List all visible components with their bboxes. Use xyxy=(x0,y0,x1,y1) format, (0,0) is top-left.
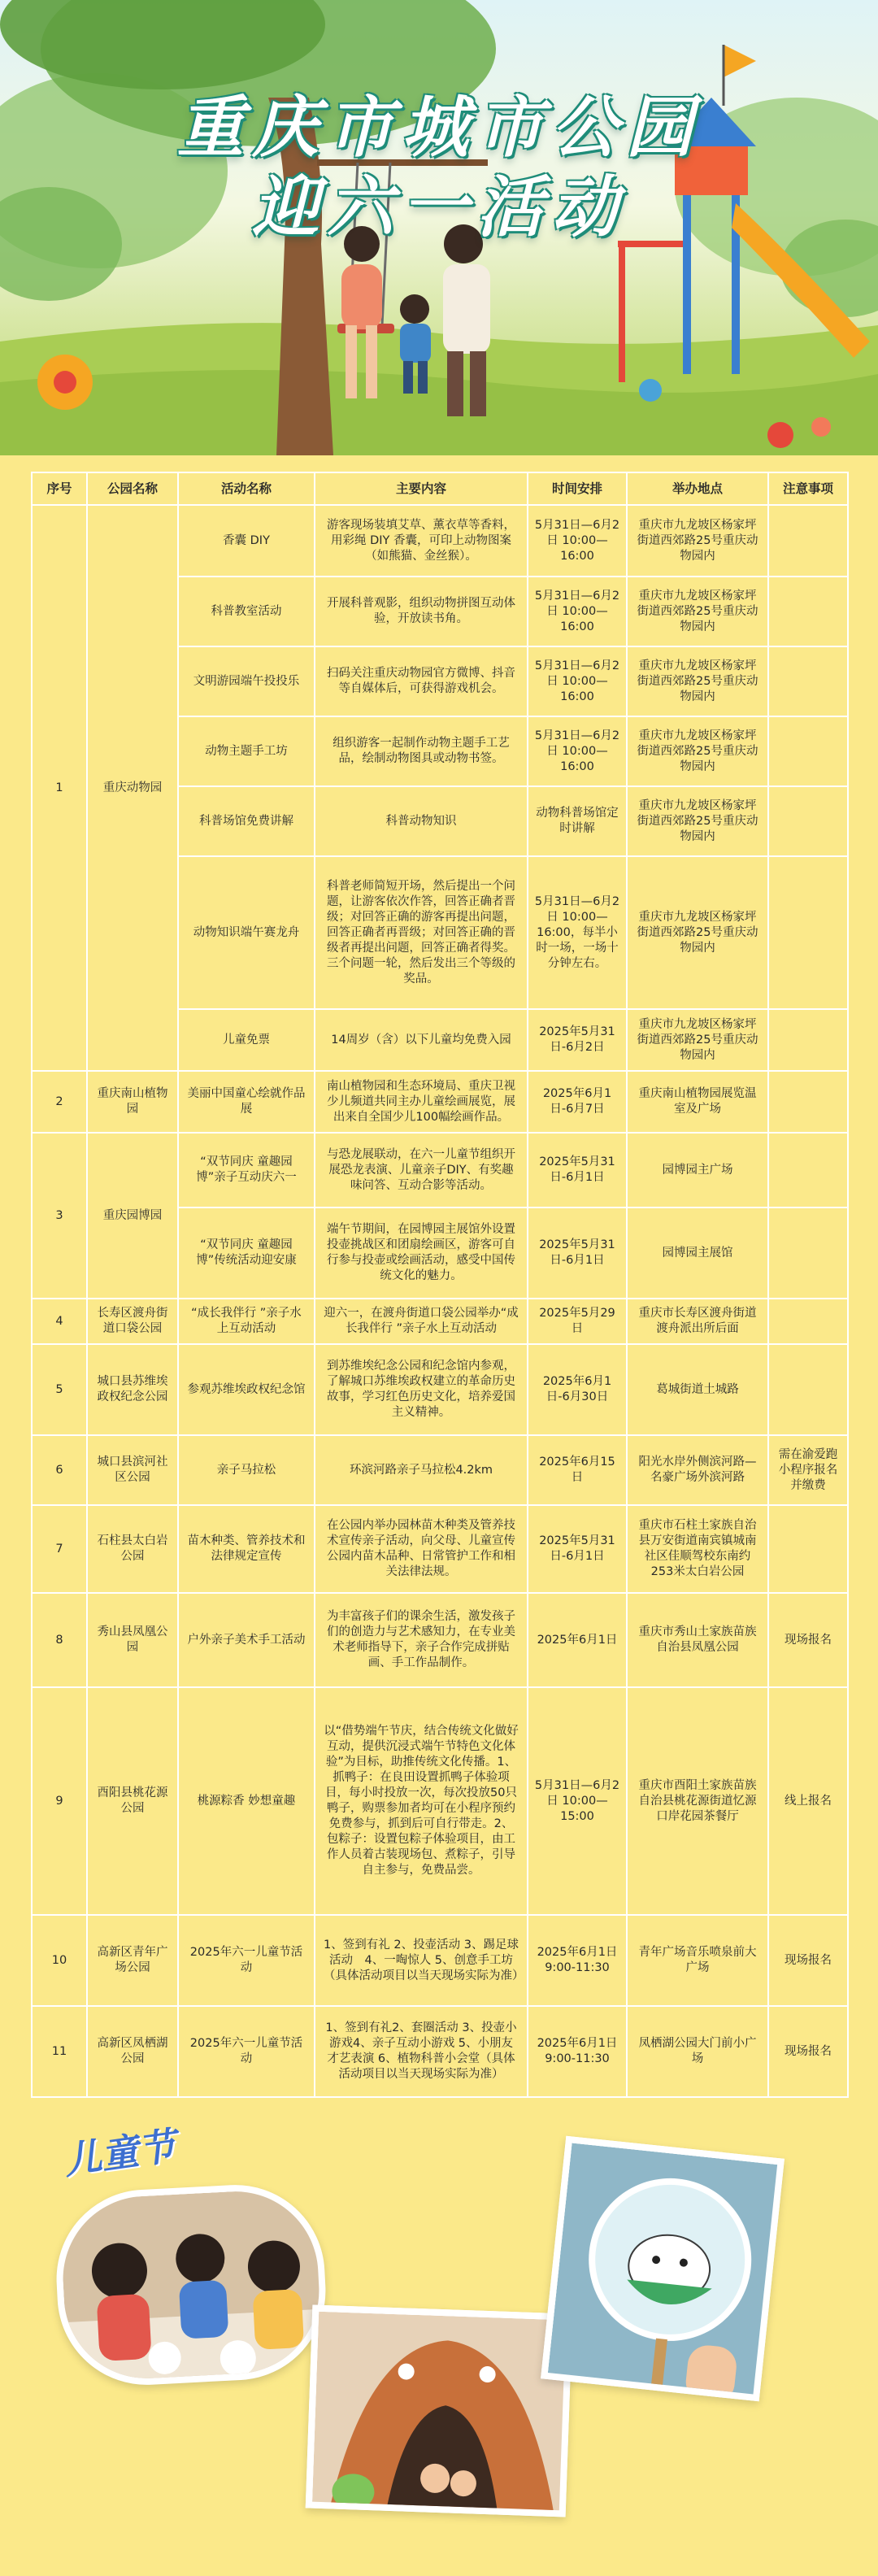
cell-time: 2025年6月15日 xyxy=(528,1435,627,1505)
hero-title-line2: 迎六一活动 xyxy=(252,169,626,246)
cell-activity: 亲子马拉松 xyxy=(178,1435,315,1505)
cell-place: 重庆市九龙坡区杨家坪街道西郊路25号重庆动物园内 xyxy=(627,786,768,856)
table-row xyxy=(32,1344,848,1435)
cell-time: 5月31日—6月2日 10:00—16:00 xyxy=(528,716,627,786)
cell-no: 10 xyxy=(32,1915,87,2006)
cell-place: 重庆市九龙坡区杨家坪街道西郊路25号重庆动物园内 xyxy=(627,505,768,577)
cell-park: 重庆南山植物园 xyxy=(87,1071,178,1133)
cell-activity: 苗木种类、管养技术和法律规定宣传 xyxy=(178,1505,315,1593)
cell-place: 葛城街道土城路 xyxy=(627,1344,768,1435)
table-row xyxy=(32,1915,848,2006)
cell-park: 秀山县凤凰公园 xyxy=(87,1593,178,1687)
kids-painting-image xyxy=(59,2187,330,2389)
cell-activity: 桃源粽香 妙想童趣 xyxy=(178,1687,315,1915)
cell-time: 2025年5月29日 xyxy=(528,1299,627,1344)
table-row xyxy=(32,2006,848,2097)
cell-activity: 2025年六一儿童节活动 xyxy=(178,2006,315,2097)
fan-painting-image xyxy=(546,2143,785,2402)
cell-content: 为丰富孩子们的课余生活，激发孩子们的创造力与艺术感知力，在专业美术老师指导下，亲子合作完成拼贴画、手工作品制作。 xyxy=(315,1593,528,1687)
cell-activity: 动物知识端午赛龙舟 xyxy=(178,856,315,1009)
cell-place: 重庆市九龙坡区杨家坪街道西郊路25号重庆动物园内 xyxy=(627,716,768,786)
cell-place: 重庆市九龙坡区杨家坪街道西郊路25号重庆动物园内 xyxy=(627,856,768,1009)
cell-content: 环滨河路亲子马拉松4.2km xyxy=(315,1435,528,1505)
cell-activity: 香囊 DIY xyxy=(178,505,315,577)
kids-day-label: 儿童节 xyxy=(61,2123,179,2183)
cell-activity: “成长我伴行 ”亲子水上互动活动 xyxy=(178,1299,315,1344)
cell-activity: 儿童免票 xyxy=(178,1009,315,1071)
cell-time: 5月31日—6月2日 10:00—16:00 xyxy=(528,505,627,577)
activity-table xyxy=(31,472,849,2098)
cell-place: 重庆市酉阳土家族苗族自治县桃花源街道忆源口岸花园茶餐厅 xyxy=(627,1687,768,1915)
cell-park: 酉阳县桃花源公园 xyxy=(87,1687,178,1915)
cell-note: 现场报名 xyxy=(768,2006,848,2097)
cell-note xyxy=(768,1071,848,1133)
cell-place: 凤栖湖公园大门前小广场 xyxy=(627,2006,768,2097)
activity-table-container xyxy=(31,472,847,2098)
cell-no: 9 xyxy=(32,1687,87,1915)
table-row xyxy=(32,1071,848,1133)
cell-activity: 科普教室活动 xyxy=(178,577,315,646)
cell-content: 1、签到有礼 2、投壶活动 3、踢足球活动 4、一啕惊人 5、创意手工坊（具体活动项目以当天现场实际为准） xyxy=(315,1915,528,2006)
table-row xyxy=(32,1687,848,1915)
cell-time: 2025年5月31日-6月1日 xyxy=(528,1208,627,1299)
cell-no: 3 xyxy=(32,1133,87,1299)
cell-time: 动物科普场馆定时讲解 xyxy=(528,786,627,856)
table-row xyxy=(32,1133,848,1208)
cell-park: 石柱县太白岩公园 xyxy=(87,1505,178,1593)
header-park: 公园名称 xyxy=(87,472,178,505)
cell-note: 线上报名 xyxy=(768,1687,848,1915)
cell-note xyxy=(768,1505,848,1593)
cell-time: 2025年6月1日-6月7日 xyxy=(528,1071,627,1133)
cell-content: 以“借势端午节庆，结合传统文化做好互动，提供沉浸式端午节特色文化体验”为目标，助推传统文化传播。1、抓鸭子：在良田设置抓鸭子体验项目，每小时投放一次，每次投放50只鸭子，购票参加者均可在小程序预约免费参与，抓到后可自行带走。2、包粽子：设置包粽子体验项目，由工作人员着古装现场包、煮粽子，引导自主参与，免费品尝。 xyxy=(315,1687,528,1915)
cell-time: 2025年5月31日-6月1日 xyxy=(528,1505,627,1593)
cell-content: 14周岁（含）以下儿童均免费入园 xyxy=(315,1009,528,1071)
table-row xyxy=(32,1505,848,1593)
cell-note: 现场报名 xyxy=(768,1915,848,2006)
table-row xyxy=(32,1435,848,1505)
cell-park: 重庆园博园 xyxy=(87,1133,178,1299)
dragon-tent-image xyxy=(311,2312,572,2517)
cell-park: 高新区凤栖湖公园 xyxy=(87,2006,178,2097)
cell-note xyxy=(768,1208,848,1299)
cell-note xyxy=(768,716,848,786)
cell-time: 2025年5月31日-6月2日 xyxy=(528,1009,627,1071)
cell-content: 扫码关注重庆动物园官方微博、抖音等自媒体后，可获得游戏机会。 xyxy=(315,646,528,716)
cell-note xyxy=(768,1344,848,1435)
cell-note xyxy=(768,505,848,577)
photo-kids-painting xyxy=(52,2181,330,2390)
table-row xyxy=(32,505,848,577)
table-row xyxy=(32,1593,848,1687)
cell-note xyxy=(768,646,848,716)
cell-activity: 美丽中国童心绘就作品展 xyxy=(178,1071,315,1133)
cell-content: 科普老师简短开场，然后提出一个问题，让游客依次作答，回答正确者晋级；对回答正确的游客再提出问题，回答正确者再晋级；对回答正确的晋级者再提出问题，回答正确者得奖。三个问题一轮，然后发出三个等级的奖品。 xyxy=(315,856,528,1009)
cell-activity: 户外亲子美术手工活动 xyxy=(178,1593,315,1687)
cell-place: 重庆南山植物园展览温室及广场 xyxy=(627,1071,768,1133)
header-activity: 活动名称 xyxy=(178,472,315,505)
cell-park: 重庆动物园 xyxy=(87,505,178,1071)
photo-fan-painting xyxy=(541,2136,785,2402)
cell-time: 5月31日—6月2日 10:00—16:00 xyxy=(528,577,627,646)
cell-content: 在公园内举办园林苗木种类及管养技术宣传亲子活动，向父母、儿童宣传公园内苗木品种、日常管护工作和相关法律法规。 xyxy=(315,1505,528,1593)
header-content: 主要内容 xyxy=(315,472,528,505)
cell-activity: “双节同庆 童趣园博”亲子互动庆六一 xyxy=(178,1133,315,1208)
cell-time: 5月31日—6月2日 10:00—16:00，每半小时一场，一场十分钟左右。 xyxy=(528,856,627,1009)
cell-note xyxy=(768,786,848,856)
cell-note xyxy=(768,1133,848,1208)
cell-no: 6 xyxy=(32,1435,87,1505)
cell-content: 组织游客一起制作动物主题手工艺品，绘制动物图具或动物书签。 xyxy=(315,716,528,786)
table-body xyxy=(32,505,848,2097)
cell-no: 11 xyxy=(32,2006,87,2097)
cell-content: 开展科普观影，组织动物拼图互动体验，开放读书角。 xyxy=(315,577,528,646)
cell-place: 重庆市九龙坡区杨家坪街道西郊路25号重庆动物园内 xyxy=(627,577,768,646)
cell-place: 园博园主广场 xyxy=(627,1133,768,1208)
cell-content: 端午节期间，在园博园主展馆外设置投壶挑战区和团扇绘画区，游客可自行参与投壶或绘画活动，感受中国传统文化的魅力。 xyxy=(315,1208,528,1299)
cell-content: 游客现场装填艾草、薰衣草等香料，用彩绳 DIY 香囊，可印上动物图案（如熊猫、金丝猴）。 xyxy=(315,505,528,577)
cell-activity: 参观苏维埃政权纪念馆 xyxy=(178,1344,315,1435)
cell-time: 5月31日—6月2日 10:00—16:00 xyxy=(528,646,627,716)
cell-no: 2 xyxy=(32,1071,87,1133)
cell-place: 重庆市九龙坡区杨家坪街道西郊路25号重庆动物园内 xyxy=(627,1009,768,1071)
cell-time: 2025年6月1日-6月30日 xyxy=(528,1344,627,1435)
table-row xyxy=(32,1299,848,1344)
cell-time: 2025年6月1日 9:00-11:30 xyxy=(528,1915,627,2006)
cell-time: 2025年6月1日 xyxy=(528,1593,627,1687)
cell-no: 1 xyxy=(32,505,87,1071)
cell-activity: “双节同庆 童趣园博”传统活动迎安康 xyxy=(178,1208,315,1299)
cell-place: 园博园主展馆 xyxy=(627,1208,768,1299)
cell-content: 与恐龙展联动，在六一儿童节组织开展恐龙表演、儿童亲子DIY、有奖趣味问答、互动合影等活动。 xyxy=(315,1133,528,1208)
header-place: 举办地点 xyxy=(627,472,768,505)
cell-note: 需在渝爱跑小程序报名并缴费 xyxy=(768,1435,848,1505)
cell-no: 5 xyxy=(32,1344,87,1435)
cell-activity: 科普场馆免费讲解 xyxy=(178,786,315,856)
cell-place: 阳光水岸外侧滨河路—名豪广场外滨河路 xyxy=(627,1435,768,1505)
header-time: 时间安排 xyxy=(528,472,627,505)
cell-no: 4 xyxy=(32,1299,87,1344)
hero-title-line1: 重庆市城市公园 xyxy=(177,89,701,167)
cell-note xyxy=(768,577,848,646)
cell-content: 南山植物园和生态环境局、重庆卫视少儿频道共同主办儿童绘画展览，展出来自全国少儿100幅绘画作品。 xyxy=(315,1071,528,1133)
cell-place: 重庆市秀山土家族苗族自治县凤凰公园 xyxy=(627,1593,768,1687)
cell-activity: 2025年六一儿童节活动 xyxy=(178,1915,315,2006)
cell-note xyxy=(768,1009,848,1071)
hero-banner xyxy=(0,0,878,455)
cell-no: 8 xyxy=(32,1593,87,1687)
cell-place: 青年广场音乐喷泉前大广场 xyxy=(627,1915,768,2006)
cell-place: 重庆市石柱土家族自治县万安街道南宾镇城南社区佳顺驾校东南约253米太白岩公园 xyxy=(627,1505,768,1593)
cell-content: 到苏维埃纪念公园和纪念馆内参观，了解城口苏维埃政权建立的革命历史故事，学习红色历史文化，培养爱国主义精神。 xyxy=(315,1344,528,1435)
cell-park: 高新区青年广场公园 xyxy=(87,1915,178,2006)
cell-no: 7 xyxy=(32,1505,87,1593)
cell-note xyxy=(768,856,848,1009)
cell-time: 5月31日—6月2日 10:00—15:00 xyxy=(528,1687,627,1915)
cell-place: 重庆市九龙坡区杨家坪街道西郊路25号重庆动物园内 xyxy=(627,646,768,716)
header-notes: 注意事项 xyxy=(768,472,848,505)
cell-activity: 动物主题手工坊 xyxy=(178,716,315,786)
cell-content: 1、签到有礼2、套圈活动 3、投壶小游戏4、亲子互动小游戏 5、小朋友才艺表演 6、植物科普小会堂（具体活动项目以当天现场实际为准） xyxy=(315,2006,528,2097)
cell-note xyxy=(768,1299,848,1344)
cell-place: 重庆市长寿区渡舟街道渡舟派出所后面 xyxy=(627,1299,768,1344)
cell-time: 2025年5月31日-6月1日 xyxy=(528,1133,627,1208)
cell-note: 现场报名 xyxy=(768,1593,848,1687)
cell-park: 城口县苏维埃政权纪念公园 xyxy=(87,1344,178,1435)
header-no: 序号 xyxy=(32,472,87,505)
cell-content: 科普动物知识 xyxy=(315,786,528,856)
cell-content: 迎六一，在渡舟街道口袋公园举办“成长我伴行 ”亲子水上互动活动 xyxy=(315,1299,528,1344)
cell-park: 城口县滨河社区公园 xyxy=(87,1435,178,1505)
table-header-row xyxy=(32,472,848,505)
cell-time: 2025年6月1日 9:00-11:30 xyxy=(528,2006,627,2097)
photo-dragon-tent xyxy=(306,2304,573,2517)
cell-park: 长寿区渡舟街道口袋公园 xyxy=(87,1299,178,1344)
cell-activity: 文明游园端午投投乐 xyxy=(178,646,315,716)
